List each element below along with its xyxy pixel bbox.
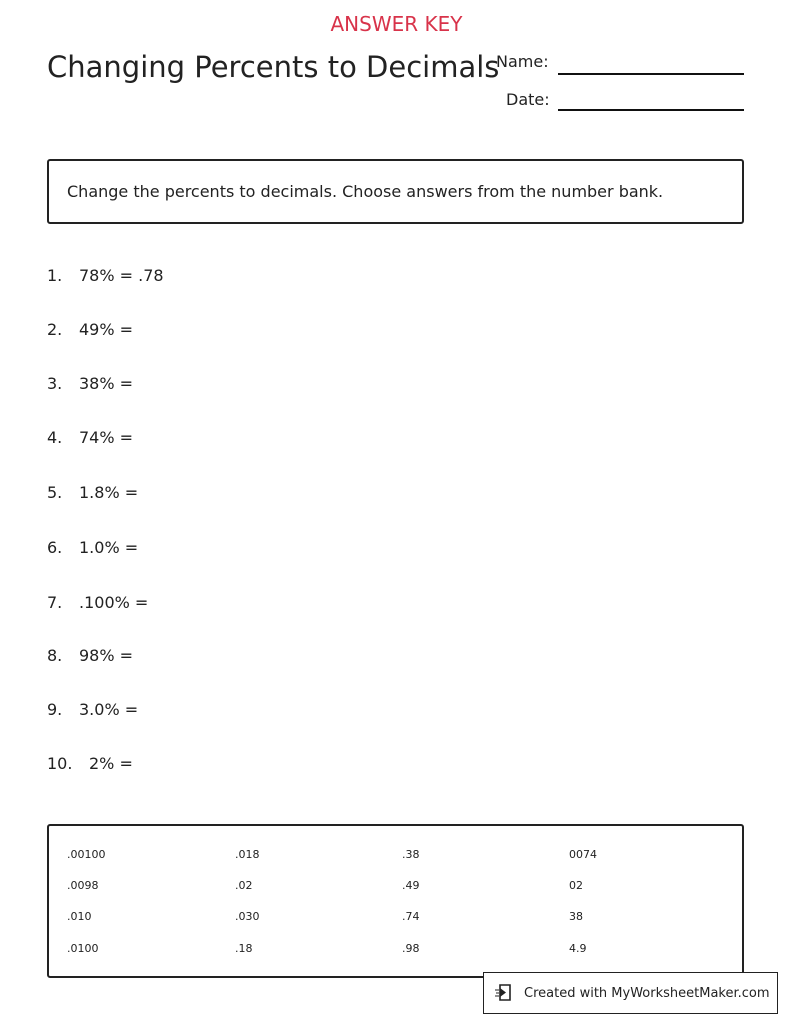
bank-value: .74 (402, 910, 420, 923)
worksheet-maker-logo-icon (494, 983, 514, 1003)
bank-value: 02 (569, 879, 583, 892)
credit-text: Created with MyWorksheetMaker.com (524, 986, 770, 1001)
problem-item (47, 754, 133, 773)
problem-number: 1. (47, 266, 63, 285)
problem-text: 49% = (79, 320, 134, 339)
problem-text: 2% = (89, 754, 133, 773)
date-label: Date: (506, 90, 550, 109)
problem-number: 2. (47, 320, 63, 339)
bank-value: 38 (569, 910, 583, 923)
problem-number: 9. (47, 700, 63, 719)
bank-value: 0074 (569, 848, 597, 861)
problem-number: 3. (47, 374, 63, 393)
bank-value: .030 (235, 910, 260, 923)
bank-value: .0098 (67, 879, 99, 892)
name-line (558, 73, 744, 75)
bank-value: .00100 (67, 848, 106, 861)
problem-text: 38% = (79, 374, 134, 393)
problem-item (47, 374, 133, 393)
problem-item (47, 483, 138, 502)
bank-value: .02 (235, 879, 253, 892)
problem-item (47, 700, 138, 719)
problem-number: 8. (47, 646, 63, 665)
problem-number: 4. (47, 428, 63, 447)
problem-text: .100% = (79, 593, 149, 612)
problem-item (47, 538, 138, 557)
problem-item (47, 646, 133, 665)
page-title: Changing Percents to Decimals (47, 50, 500, 84)
answer-key-label: ANSWER KEY (330, 12, 463, 36)
date-line (558, 109, 744, 111)
bank-value: .38 (402, 848, 420, 861)
bank-value: .010 (67, 910, 92, 923)
credit-badge[interactable] (483, 972, 778, 1014)
problem-number: 7. (47, 593, 63, 612)
number-bank (47, 824, 744, 978)
problem-item (47, 428, 133, 447)
problem-number: 6. (47, 538, 63, 557)
problem-number: 5. (47, 483, 63, 502)
problem-item (47, 593, 148, 612)
problem-text: 98% = (79, 646, 134, 665)
problem-text: 3.0% = (79, 700, 139, 719)
instructions-text: Change the percents to decimals. Choose answers from the number bank. (67, 182, 664, 201)
name-label: Name: (496, 52, 549, 71)
problem-number: 10. (47, 754, 73, 773)
problem-item (47, 320, 133, 339)
bank-value: 4.9 (569, 942, 587, 955)
instructions-box (47, 159, 744, 224)
problem-text: 1.0% = (79, 538, 139, 557)
bank-value: .98 (402, 942, 420, 955)
bank-value: .49 (402, 879, 420, 892)
bank-value: .018 (235, 848, 260, 861)
problem-text: 74% = (79, 428, 134, 447)
problem-item (47, 266, 164, 285)
problem-text: 78% = .78 (79, 266, 164, 285)
bank-value: .18 (235, 942, 253, 955)
bank-value: .0100 (67, 942, 99, 955)
problem-text: 1.8% = (79, 483, 139, 502)
